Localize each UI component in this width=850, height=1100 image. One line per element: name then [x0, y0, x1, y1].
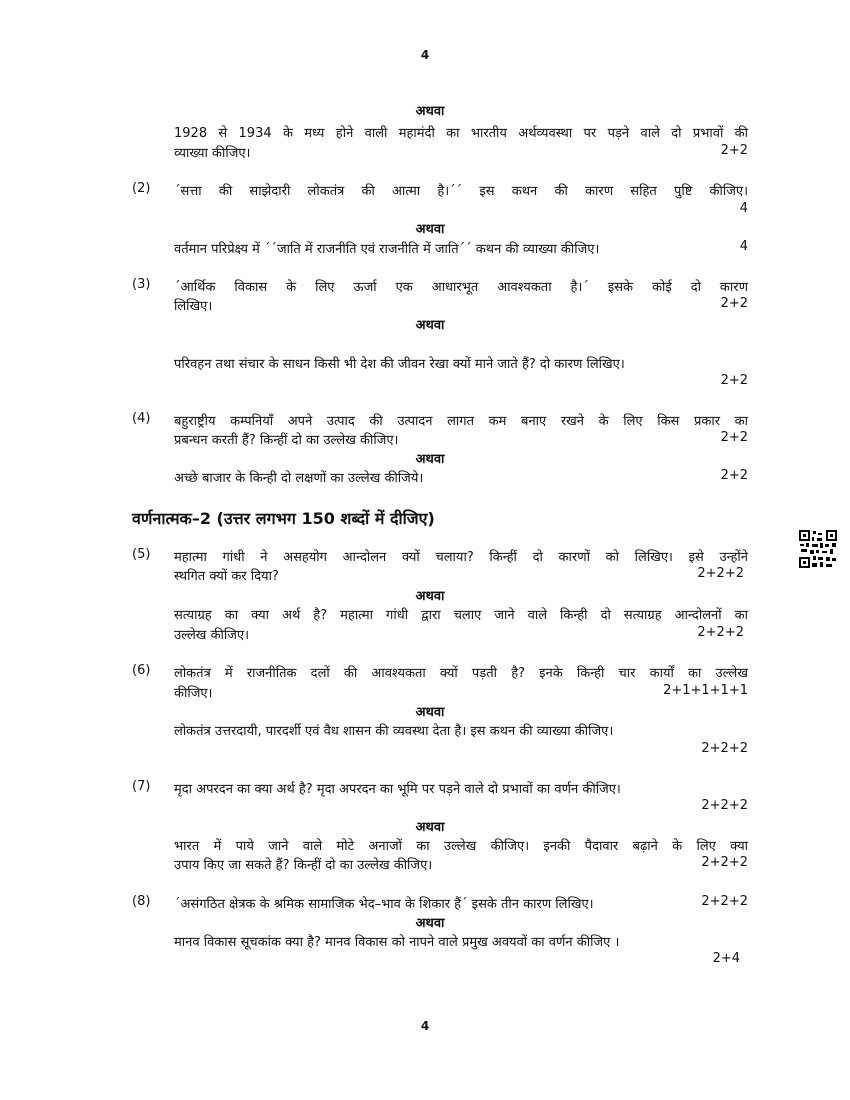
marks: 2+2+2	[697, 625, 744, 640]
qr-code-icon	[799, 530, 837, 568]
question-text-line: ´आर्थिक विकास के लिए ऊर्जा एक आधारभूत आवश्यकता है।´ इसके कोई दो कारण	[174, 280, 748, 295]
question-number: (2)	[132, 181, 151, 196]
question-text-line: व्याख्या कीजिए।	[174, 146, 251, 161]
question-text-line: लोकतंत्र उत्तरदायी, पारदर्शी एवं वैध शासन की व्यवस्था देता है। इस कथन की व्याख्या कीजिए।	[174, 724, 614, 739]
marks: 2+2+2	[697, 566, 744, 581]
marks: 4	[739, 201, 748, 216]
question-text-line: मृदा अपरदन का क्या अर्थ है? मृदा अपरदन का भूमि पर पड़ने वाले दो प्रभावों का वर्णन कीजिए।	[174, 782, 621, 797]
question-text-line: ´असंगठित क्षेत्रक के श्रमिक सामाजिक भेद–भाव के शिकार हैं´ इसके तीन कारण लिखिए।	[174, 897, 594, 912]
question-text-line: लोकतंत्र में राजनीतिक दलों की आवश्यकता क्यों पड़ती है? इनके किन्ही चार कार्यों का उल्लेख	[174, 666, 748, 681]
marks: 2+2+2	[701, 894, 748, 909]
page-number-bottom: 4	[420, 1019, 430, 1033]
marks: 2+1+1+1+1	[663, 683, 748, 698]
question-text-line: बहुराष्ट्रीय कम्पनियाँ अपने उत्पाद की उत्पादन लागत कम बनाए रखने के लिए किस प्रकार का	[174, 414, 748, 429]
page-number-top: 4	[420, 48, 430, 62]
or-label: अथवा	[415, 705, 445, 720]
question-text-line: सत्याग्रह का क्या अर्थ है? महात्मा गांधी द्वारा चलाए जाने वाले किन्ही दो सत्याग्रह आन्दोलनों का	[174, 608, 748, 623]
marks: 2+2	[720, 373, 748, 388]
or-label: अथवा	[415, 589, 445, 604]
question-text-line: लिखिए।	[174, 299, 213, 314]
marks: 4	[739, 239, 748, 254]
question-number: (8)	[132, 894, 151, 909]
or-label: अथवा	[415, 104, 445, 119]
question-number: (6)	[132, 663, 151, 678]
question-text-line: कीजिए।	[174, 686, 213, 701]
marks: 2+2	[720, 143, 748, 158]
question-number: (7)	[132, 779, 151, 794]
question-text-line: प्रबन्धन करती हैं? किन्हीं दो का उल्लेख कीजिए।	[174, 433, 399, 448]
marks: 2+2	[720, 468, 748, 483]
question-number: (5)	[132, 547, 151, 562]
marks: 2+2	[720, 430, 748, 445]
question-text-line: वर्तमान परिप्रेक्ष्य में ´´जाति में राजनीति एवं राजनीति में जाति´´ कथन की व्याख्या कीजिए।	[174, 242, 600, 257]
or-label: अथवा	[415, 318, 445, 333]
question-text-line: उल्लेख कीजिए।	[174, 628, 250, 643]
marks: 2+4	[712, 951, 740, 966]
question-text-line: 1928 से 1934 के मध्य होने वाली महामंदी का भारतीय अर्थव्यवस्था पर पड़ने वाले दो प्रभावों की	[174, 126, 748, 141]
or-label: अथवा	[415, 916, 445, 931]
question-number: (3)	[132, 277, 151, 292]
marks: 2+2+2	[701, 855, 748, 870]
question-number: (4)	[132, 411, 151, 426]
or-label: अथवा	[415, 820, 445, 835]
or-label: अथवा	[415, 452, 445, 467]
question-text-line: स्थगित क्यों कर दिया?	[174, 569, 279, 584]
question-text-line: मानव विकास सूचकांक क्या है? मानव विकास को नापने वाले प्रमुख अवयवों का वर्णन कीजिए ।	[174, 935, 620, 950]
question-text-line: उपाय किए जा सकते हैं? किन्हीं दो का उल्लेख कीजिए।	[174, 858, 433, 873]
question-text-line: महात्मा गांधी ने असहयोग आन्दोलन क्यों चलाया? किन्हीं दो कारणों को लिखिए। इसे उन्होंने	[174, 550, 748, 565]
marks: 2+2+2	[701, 798, 748, 813]
or-label: अथवा	[415, 222, 445, 237]
question-text-line: ´सत्ता की साझेदारी लोकतंत्र की आत्मा है।´´ इस कथन की कारण सहित पुष्टि कीजिए।	[174, 184, 748, 199]
marks: 2+2	[720, 296, 748, 311]
section-heading: वर्णनात्मक–2 (उत्तर लगभग 150 शब्दों में दीजिए)	[132, 509, 435, 528]
question-text-line: परिवहन तथा संचार के साधन किसी भी देश की जीवन रेखा क्यों माने जाते हैं? दो कारण लिखिए।	[174, 357, 625, 372]
marks: 2+2+2	[701, 741, 748, 756]
question-text-line: अच्छे बाजार के किन्ही दो लक्षणों का उल्लेख कीजिये।	[174, 471, 424, 486]
question-text-line: भारत में पाये जाने वाले मोटे अनाजों का उल्लेख कीजिए। इनकी पैदावार बढ़ाने के लिए क्या	[174, 839, 748, 854]
